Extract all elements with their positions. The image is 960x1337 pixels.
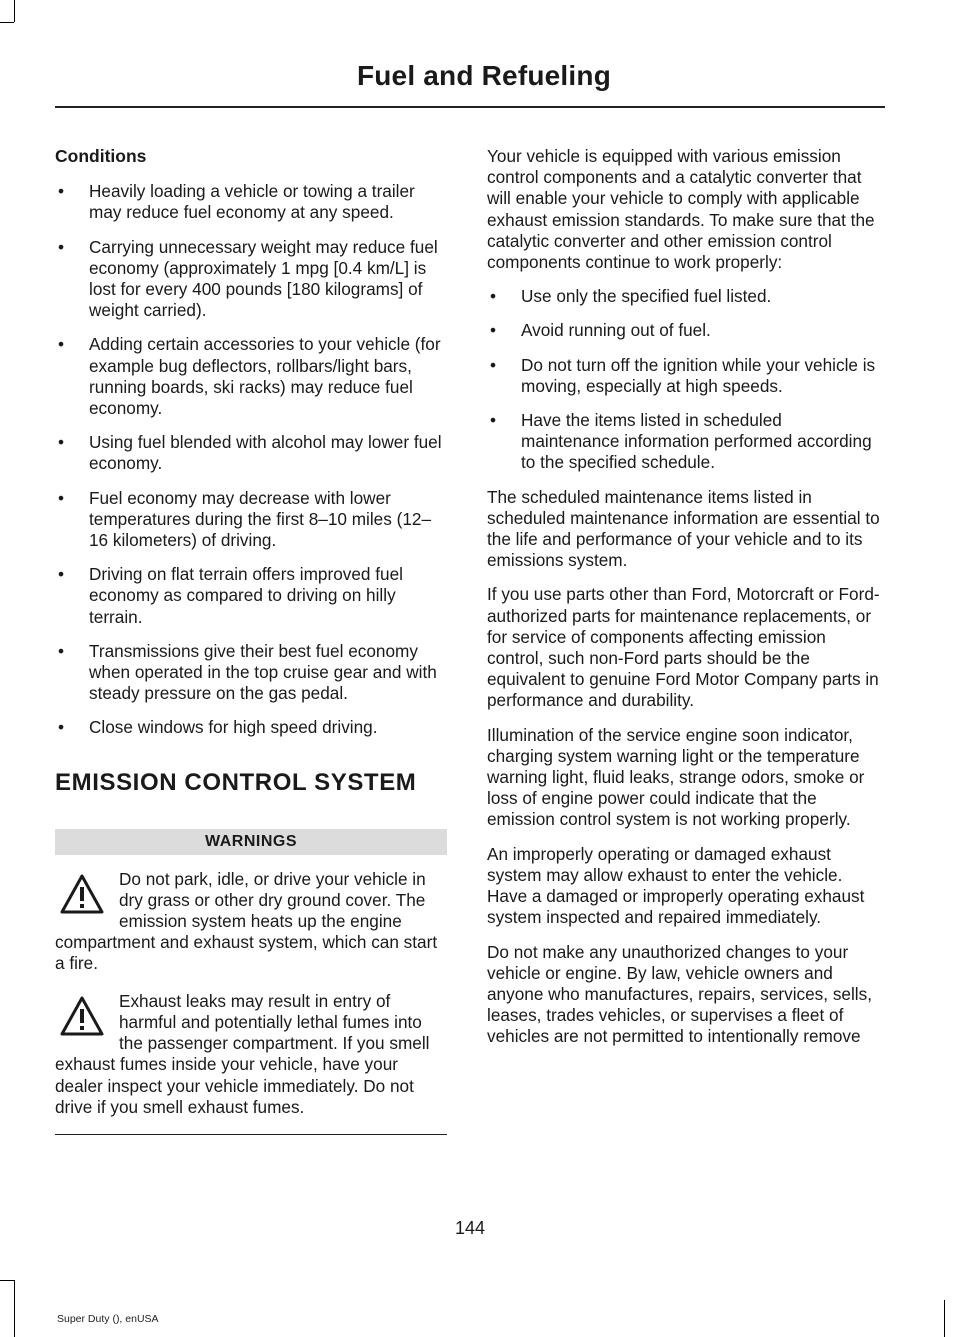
list-item: • Carrying unnecessary weight may reduce fuel economy (approximately 1 mpg [0.4 km/L] is lost for every 400 pounds [180 kilograms] of weight carried).: [58, 236, 438, 321]
right-column: [487, 146, 882, 1061]
warning-triangle-icon: [59, 873, 105, 915]
crop-mark: [14, 1280, 15, 1337]
list-item: • Have the items listed in scheduled maintenance information performed according to the specified schedule.: [490, 410, 872, 473]
warning-item: [55, 991, 447, 1118]
bullet-icon: •: [58, 487, 65, 508]
list-item: • Driving on flat terrain offers improved fuel economy as compared to driving on hilly terrain.: [58, 564, 403, 627]
warning-text: Exhaust leaks may result in entry of harmful and potentially lethal fumes into the passenger compartment. If you smell exhaust fumes inside your vehicle, have your dealer inspect your vehicle immediately. Do not drive if you smell exhaust fumes.: [55, 990, 430, 1117]
crop-mark: [14, 0, 15, 22]
list-item: • Heavily loading a vehicle or towing a trailer may reduce fuel economy at any speed.: [58, 181, 415, 223]
warning-item: [55, 869, 447, 975]
warning-text: Do not park, idle, or drive your vehicle in dry grass or other dry ground cover. The emission system heats up the engine compartment and exhaust system, which can start a fire.: [55, 868, 438, 974]
list-item: • Avoid running out of fuel.: [490, 320, 711, 341]
bullet-icon: •: [58, 717, 65, 738]
list-item: • Transmissions give their best fuel economy when operated in the top cruise gear and with steady pressure on the gas pedal.: [58, 640, 437, 704]
bullet-icon: •: [490, 320, 497, 341]
page-number: 144: [454, 1218, 486, 1238]
intro-paragraph: Your vehicle is equipped with various emission control components and a catalytic converter that will enable your vehicle to comply with applicable exhaust emission standards. To make sure that the catalytic converter and other emission control components continue to work properly:: [487, 146, 875, 273]
list-item: • Fuel economy may decrease with lower temperatures during the first 8–10 miles (12–16 kilometers) of driving.: [58, 487, 432, 551]
left-column: [55, 146, 447, 1135]
body-paragraph: An improperly operating or damaged exhaust system may allow exhaust to enter the vehicle. Have a damaged or improperly operating exhaust system inspected and repaired immediately.: [487, 843, 865, 928]
warnings-header: WARNINGS: [55, 829, 447, 855]
body-paragraph: Do not make any unauthorized changes to your vehicle or engine. By law, vehicle owners and anyone who manufactures, repairs, services, sells, leases, trades vehicles, or supervises a fleet of vehicles are not permitted to intentionally remove: [487, 941, 872, 1047]
body-paragraph: The scheduled maintenance items listed in scheduled maintenance information are essential to the life and performance of your vehicle and to its emissions system.: [487, 486, 880, 571]
bullet-icon: •: [490, 410, 497, 431]
list-item: • Adding certain accessories to your vehicle (for example bug deflectors, rollbars/light bars, running boards, ski racks) may reduce fuel economy.: [58, 334, 441, 419]
bullet-icon: •: [58, 334, 65, 355]
warnings-divider: [55, 1134, 447, 1136]
bullet-icon: •: [58, 640, 65, 661]
body-paragraph: Illumination of the service engine soon indicator, charging system warning light or the temperature warning light, fluid leaks, strange odors, smoke or loss of engine power could indicate that the emission control system is not working properly.: [487, 724, 865, 830]
list-item: • Using fuel blended with alcohol may lower fuel economy.: [58, 432, 442, 474]
header-divider: [55, 106, 885, 108]
crop-mark: [0, 22, 14, 23]
warning-triangle-icon: [59, 995, 105, 1037]
body-paragraph: If you use parts other than Ford, Motorcraft or Ford-authorized parts for maintenance replacements, or for service of components affecting emission control, such non-Ford parts should be the equivalent to genuine Ford Motor Company parts in performance and durability.: [487, 584, 880, 711]
list-item: • Close windows for high speed driving.: [58, 717, 378, 738]
conditions-list: [55, 181, 447, 738]
bullet-icon: •: [58, 564, 65, 585]
bullet-icon: •: [58, 181, 65, 202]
bullet-icon: •: [490, 286, 497, 307]
warnings-box: [55, 829, 447, 1136]
bullet-icon: •: [58, 236, 65, 257]
list-item: • Do not turn off the ignition while your vehicle is moving, especially at high speeds.: [490, 354, 876, 396]
requirements-list: [487, 286, 882, 473]
list-item: • Use only the specified fuel listed.: [490, 286, 772, 307]
bullet-icon: •: [58, 432, 65, 453]
crop-mark: [0, 1280, 14, 1281]
section-heading: EMISSION CONTROL SYSTEM: [55, 768, 417, 796]
bullet-icon: •: [490, 354, 497, 375]
page-title: Fuel and Refueling: [356, 60, 611, 91]
crop-mark: [944, 1300, 945, 1337]
document-info: Super Duty (), enUSA: [57, 1313, 159, 1325]
conditions-heading: Conditions: [55, 146, 147, 166]
